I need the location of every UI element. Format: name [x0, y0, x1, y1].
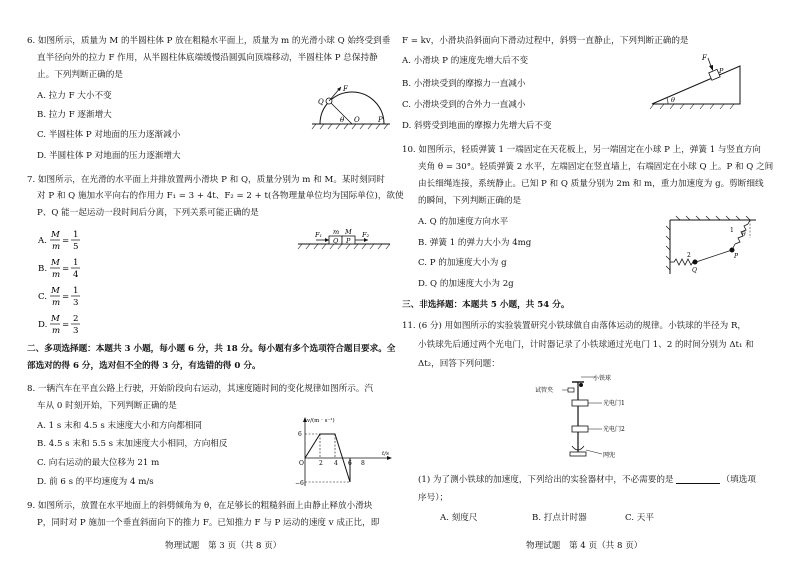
q7-blocks-figure: [296, 228, 392, 250]
q11-option-c: C. 天平: [625, 513, 654, 523]
svg-text:=: =: [62, 320, 70, 330]
section2-line-1: 二、多项选择题：本题共 3 小题，每小题 6 分，共 18 分。每小题有多个选项符合题目要求。全: [27, 344, 396, 354]
q9-incline-figure: [646, 52, 750, 110]
q8-line-2: 车从 0 时刻开始，下列判断正确的是: [37, 401, 177, 411]
q8-graph-y6: 6: [298, 431, 302, 438]
q10-line-3: 由长细绳连接，系统静止。已知 P 和 Q 质量分别为 2m 和 m，重力加速度为 g。剪断细线: [418, 179, 764, 189]
q10-option-d: D. Q 的加速度大小为 2g: [418, 279, 514, 289]
q10-label-theta: θ: [742, 231, 746, 238]
q7-d-num: M: [51, 314, 60, 324]
q6-label-p: P: [378, 116, 383, 124]
q11-apparatus-figure: [532, 374, 652, 460]
q9-label-f: F: [702, 54, 707, 62]
q7-a-rn: 1: [73, 230, 79, 240]
q9-line-1: 9. 如图所示，放置在水平地面上的斜劈倾角为 θ，在足够长的粗糙斜面上由静止释放小滑块: [27, 501, 373, 511]
q10-label-q: Q: [692, 267, 697, 274]
section3-heading: 三、非选择题：本题共 5 小题，共 54 分。: [402, 300, 570, 310]
q7-a-num: M: [51, 230, 60, 240]
q10-option-a: A. Q 的加速度方向水平: [418, 217, 509, 227]
q6-label-theta: θ: [340, 116, 345, 124]
q9-label-theta: θ: [671, 96, 675, 104]
q7-d-label: D.: [38, 320, 48, 330]
q7-label-f2: F₂: [362, 231, 370, 239]
q7-line-2: 对 P 和 Q 施加水平向右的作用力 F₁ = 3 + 4t、F₂ = 2 + t(各物理量单位均为国际单位)，欲使: [37, 191, 404, 201]
q6-option-a: A. 拉力 F 大小不变: [37, 91, 112, 101]
q11-line-2: 小铁球先后通过两个光电门，计时器记录了小铁球通过光电门 1、2 的时间分别为 Δt₁ 和: [418, 340, 754, 350]
q7-b-rn: 1: [73, 258, 79, 268]
q9-option-a: A. 小滑块 P 的速度先增大后不变: [402, 56, 529, 66]
right-page-footer: 物理试题 第 4 页（共 8 页）: [526, 541, 643, 551]
q7-b-num: M: [51, 258, 60, 268]
q9-option-d: D. 斜劈受到地面的摩擦力先增大后不变: [402, 121, 552, 131]
q11-option-b: B. 打点计时器: [532, 513, 587, 523]
q6-label-o: O: [354, 116, 360, 124]
q9-label-p: P: [719, 67, 724, 75]
q8-option-b: B. 4.5 s 末和 5.5 s 末加速度大小相同，方向相反: [37, 439, 228, 449]
q10-option-c: C. P 的加速度大小为 g: [418, 258, 507, 268]
left-page-footer: 物理试题 第 3 页（共 8 页）: [165, 541, 282, 551]
q8-graph-x2: 2: [319, 460, 323, 467]
q6-line-1: 6. 如图所示，质量为 M 的半圆柱体 P 放在粗糙水平面上，质量为 m 的光滑小球 Q 始终受到垂: [27, 36, 391, 46]
q8-option-a: A. 1 s 末和 4.5 s 末速度大小和方向都相同: [37, 421, 203, 431]
q6-semicylinder-figure: [310, 82, 392, 132]
q7-c-den: m: [52, 298, 61, 308]
q9-line-2: P，同时对 P 施加一个垂直斜面向下的推力 F。已知推力 F 与 P 运动的速度 v 成正比，即: [37, 518, 380, 528]
q8-line-1: 8. 一辆汽车在平直公路上行驶，开始阶段向右运动，其速度随时间的变化规律如图所示。汽: [27, 384, 374, 394]
q10-line-1: 10. 如图所示，轻质弹簧 1 一端固定在天花板上，另一端固定在小球 P 上，弹簧 1 与竖直方向: [402, 145, 761, 155]
q8-option-c: C. 向右运动的最大位移为 21 m: [37, 458, 160, 468]
q7-options: [36, 224, 88, 338]
q8-graph-xlabel: t/s: [382, 451, 389, 457]
svg-text:=: =: [62, 292, 70, 302]
q7-label-f1: F₁: [315, 231, 323, 239]
q7-label-p: P: [346, 237, 351, 245]
q7-c-label: C.: [38, 292, 48, 302]
q7-line-3: P、Q 能一起运动一段时间后分离，下列关系可能正确的是: [37, 208, 259, 218]
q8-option-d: D. 前 6 s 的平均速度为 4 m/s: [37, 477, 154, 487]
q11-sub1-text: (1) 为了测小铁球的加速度，下列给出的实验器材中，不必需要的是: [418, 475, 674, 485]
q7-label-M: M: [345, 228, 352, 236]
q10-line-4: 的瞬间，下列判断正确的是: [418, 196, 522, 206]
q7-c-rn: 1: [73, 286, 79, 296]
q8-graph-x8: 8: [361, 460, 365, 467]
q7-b-den: m: [52, 270, 61, 280]
q8-graph-ylabel: v/(m · s⁻¹): [307, 418, 335, 424]
q10-label-spring1: 1: [730, 227, 734, 234]
q8-graph-yn6: −6: [295, 480, 304, 487]
q8-graph-x6: 6: [348, 460, 352, 467]
q6-option-b: B. 拉力 F 逐渐增大: [37, 110, 112, 120]
q10-label-p: P: [734, 253, 739, 260]
q11-label-ball: 小铁球: [593, 375, 612, 382]
q10-spring-figure: [664, 212, 760, 278]
q7-d-den: m: [52, 326, 61, 336]
q11-sub1-line-1: [418, 474, 756, 486]
q7-label-q: Q: [333, 237, 339, 245]
q10-label-spring2: 2: [687, 252, 691, 259]
q11-label-gate1: 光电门1: [603, 400, 625, 407]
q6-label-f: F: [343, 85, 348, 93]
q7-c-num: M: [51, 286, 60, 296]
q11-sub1-text-tail: （填选项: [721, 475, 756, 485]
q8-velocity-graph: [293, 414, 395, 490]
q6-label-q: Q: [318, 98, 324, 106]
section2-line-2: 部选对的得 6 分，选对但不全的得 3 分，有选错的得 0 分。: [27, 361, 261, 371]
q9-cont-line-1: F = kv，小滑块沿斜面向下滑动过程中，斜劈一直静止，下列判断正确的是: [402, 36, 689, 46]
q10-option-b: B. 弹簧 1 的弹力大小为 4mg: [418, 238, 532, 248]
q8-graph-x4: 4: [334, 460, 338, 467]
q6-option-d: D. 半圆柱体 P 对地面的压力逐渐增大: [37, 151, 181, 161]
q11-label-gate2: 光电门2: [603, 426, 625, 433]
q8-graph-origin: O: [299, 460, 304, 467]
svg-text:=: =: [62, 236, 70, 246]
q7-b-rd: 4: [73, 270, 79, 280]
svg-text:=: =: [62, 264, 70, 274]
q7-a-rd: 5: [73, 242, 79, 252]
q7-b-label: B.: [38, 264, 48, 274]
q10-line-2: 夹角 θ = 30°。轻质弹簧 2 水平，左端固定在竖直墙上，右端固定在小球 Q 上。P 和 Q 之间: [418, 162, 774, 172]
q6-option-c: C. 半圆柱体 P 对地面的压力逐渐减小: [37, 130, 181, 140]
q6-line-3: 止。下列判断正确的是: [37, 70, 123, 80]
q11-label-tube: 试管夹: [535, 387, 554, 394]
q6-line-2: 直半径向外的拉力 F 作用，从半圆柱体底端缓慢沿圆弧向顶端移动，半圆柱体 P 总保持静: [37, 53, 378, 63]
q11-option-a: A. 刻度尺: [440, 513, 478, 523]
q7-d-rd: 3: [73, 326, 79, 336]
q11-label-net: 网兜: [603, 452, 616, 459]
q7-a-den: m: [52, 242, 61, 252]
q9-option-c: C. 小滑块受到的合外力一直减小: [402, 100, 526, 110]
q7-c-rd: 3: [73, 298, 79, 308]
q7-d-rn: 2: [73, 314, 79, 324]
q11-sub1-line-2: 序号）；: [418, 493, 449, 503]
q11-line-3: Δt₂，回答下列问题：: [418, 359, 500, 369]
q7-label-m: m: [333, 228, 340, 236]
q9-option-b: B. 小滑块受到的摩擦力一直减小: [402, 79, 526, 89]
q11-line-1: 11. (6 分) 用如图所示的实验装置研究小铁球做自由落体运动的规律。小铁球的半径为 R，: [402, 321, 747, 331]
q7-a-label: A.: [38, 236, 47, 246]
q11-answer-blank[interactable]: [676, 474, 720, 484]
q7-line-1: 7. 如图所示，在光滑的水平面上并排放置两小滑块 P 和 Q，质量分别为 m 和 M。某时刻同时: [27, 175, 385, 185]
